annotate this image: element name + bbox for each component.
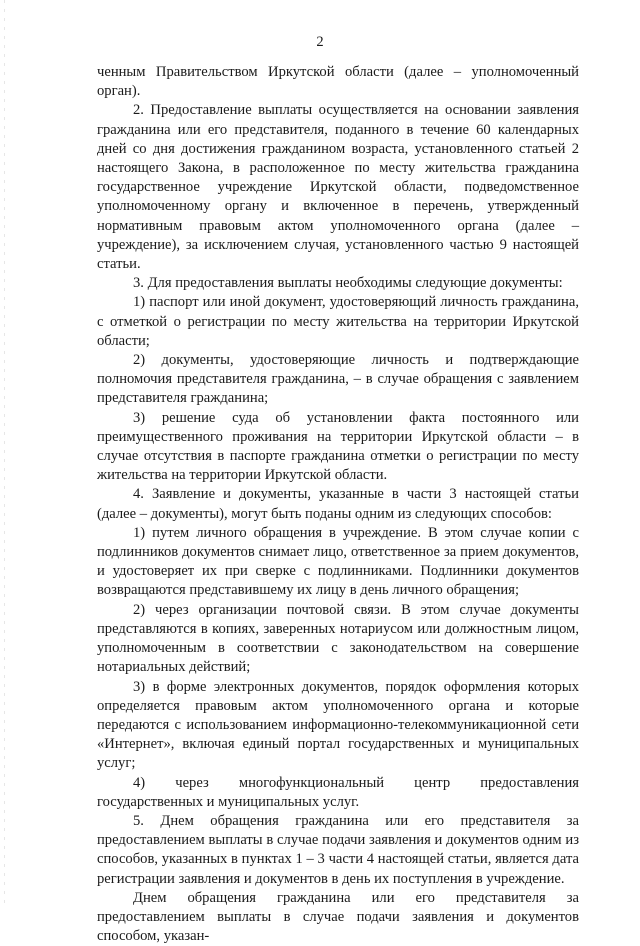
paragraph-clause-4-item-3: 3) в форме электронных документов, порядок оформления которых определяется правовым актом уполномоченного органа и которые передаются с использованием информационно-телекоммуникационной сети «Интернет», включая единый портал государственных и муниципальных услуг; (97, 678, 579, 772)
paragraph-clause-3-item-1: 1) паспорт или иной документ, удостоверяющий личность гражданина, с отметкой о регистрации по месту жительства на территории Иркутской области; (97, 294, 579, 349)
paragraph-clause-4-item-4: 4) через многофункциональный центр предоставления государственных и муниципальных услуг. (97, 774, 579, 810)
document-body (97, 63, 579, 946)
paragraph-clause-5-continued: Днем обращения гражданина или его представителя за предоставлением выплаты в случае подачи заявления и документов способом, указан- (97, 889, 579, 945)
paragraph-clause-4-item-1: 1) путем личного обращения в учреждение. В этом случае копии с подлинников документов снимает лицо, ответственное за прием документов, и удостоверяет их при сверке с подлинниками. Подлинники документов возвращаются представившему их лицу в день личного обращения; (97, 524, 579, 599)
paragraph-clause-3-item-3: 3) решение суда об установлении факта постоянного или преимущественного проживания на территории Иркутской области – в случае отсутствия в паспорте гражданина отметки о регистрации по месту жительства на территории Иркутской области. (97, 409, 579, 484)
paragraph-clause-2: 2. Предоставление выплаты осуществляется на основании заявления гражданина или его представителя, поданного в течение 60 календарных дней со дня достижения гражданином возраста, установленного статьей 2 настоящего Закона, в расположенное по месту жительства гражданина государственное учреждение Иркутской области, подведомственное уполномоченному органу и включенное в перечень, утвержденный нормативным правовым актом уполномоченного органа (далее – учреждение), за исключением случая, установленного частью 9 настоящей статьи. (97, 102, 579, 273)
paragraph-clause-4: 4. Заявление и документы, указанные в части 3 настоящей статьи (далее – документы), могут быть поданы одним из следующих способов: (97, 486, 579, 522)
scan-edge (4, 0, 5, 905)
page-number: 2 (316, 34, 324, 50)
paragraph-clause-5: 5. Днем обращения гражданина или его представителя за предоставлением выплаты в случае подачи заявления и документов одним из способов, указанных в пунктах 1 – 3 части 4 настоящей статьи, является дата регистрации заявления и документов в день их поступления в учреждение. (97, 812, 579, 887)
paragraph-clause-3-item-2: 2) документы, удостоверяющие личность и подтверждающие полномочия представителя гражданина, – в случае обращения с заявлением представителя гражданина; (97, 352, 579, 407)
paragraph-clause-3: 3. Для предоставления выплаты необходимы следующие документы: (133, 275, 563, 292)
paragraph-continuation: ченным Правительством Иркутской области (далее – уполномоченный орган). (97, 64, 579, 100)
paragraph-clause-4-item-2: 2) через организации почтовой связи. В этом случае документы представляются в копиях, заверенных нотариусом или должностным лицом, уполномоченным в соответствии с законодательством на совершение нотариальных действий; (97, 601, 579, 676)
